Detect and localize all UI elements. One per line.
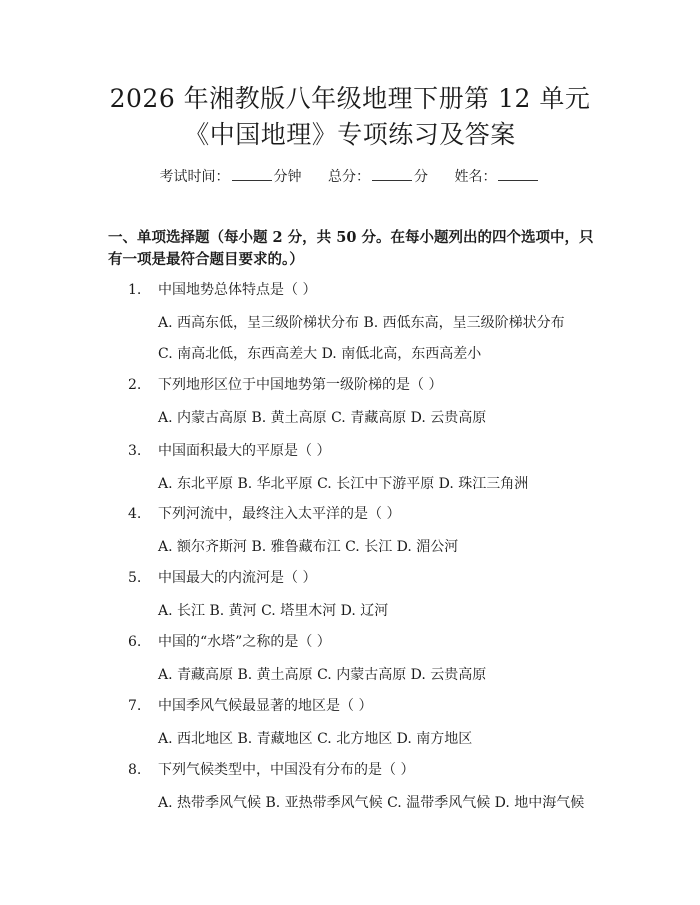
question-stem (128, 280, 316, 300)
question-options: A. 内蒙古高原 B. 黄土高原 C. 青藏高原 D. 云贵高原 (158, 410, 487, 426)
question-options: A. 东北平原 B. 华北平原 C. 长江中下游平原 D. 珠江三角洲 (158, 476, 529, 492)
question-stem (128, 504, 400, 524)
question-text: 中国最大的内流河是（ ） (158, 570, 317, 586)
question-options: C. 南高北低，东西高差大 D. 南低北高，东西高差小 (158, 346, 482, 362)
total-score-label: 总分： (328, 169, 370, 185)
exam-time-blank (232, 168, 272, 181)
question-text: 中国季风气候最显著的地区是（ ） (158, 698, 373, 714)
question-text: 中国面积最大的平原是（ ） (158, 443, 331, 459)
question-stem (128, 375, 442, 395)
question-text: 中国地势总体特点是（ ） (158, 282, 317, 298)
question-options: A. 西高东低，呈三级阶梯状分布 B. 西低东高，呈三级阶梯状分布 (158, 315, 565, 331)
section-heading: 一、单项选择题（每小题 2 分，共 50 分。在每小题列出的四个选项中，只有一项是最符合题目要求的。） (108, 229, 594, 268)
question-text: 中国的“水塔”之称的是（ ） (158, 634, 331, 650)
question-number: 6. (128, 634, 142, 650)
question-number: 3. (128, 443, 142, 459)
question-text: 下列地形区位于中国地势第一级阶梯的是（ ） (158, 377, 443, 393)
total-score-blank (372, 168, 412, 181)
student-name-field (454, 165, 540, 189)
question-stem (128, 441, 330, 461)
question-options: A. 西北地区 B. 青藏地区 C. 北方地区 D. 南方地区 (158, 731, 473, 747)
question-number: 7. (128, 698, 142, 714)
question-text: 下列气候类型中，中国没有分布的是（ ） (158, 762, 415, 778)
exam-time-unit: 分钟 (273, 169, 302, 185)
total-score-unit: 分 (414, 169, 428, 185)
question-stem (128, 696, 372, 716)
student-name-label: 姓名： (454, 169, 497, 185)
question-options: A. 热带季风气候 B. 亚热带季风气候 C. 温带季风气候 D. 地中海气候 (158, 795, 585, 811)
total-score-field (328, 165, 428, 189)
exam-info-row (0, 165, 700, 189)
question-stem (128, 632, 331, 652)
question-options: A. 额尔齐斯河 B. 雅鲁藏布江 C. 长江 D. 湄公河 (158, 539, 459, 555)
question-number: 8. (128, 762, 142, 778)
exam-time-field (160, 165, 302, 189)
question-options: A. 长江 B. 黄河 C. 塔里木河 D. 辽河 (158, 603, 389, 619)
document-title-line2: 《中国地理》专项练习及答案 (184, 120, 516, 149)
document-title-line1: 2026 年湘教版八年级地理下册第 12 单元 (109, 84, 591, 113)
question-number: 2. (128, 377, 142, 393)
question-stem (128, 760, 414, 780)
question-text: 下列河流中，最终注入太平洋的是（ ） (158, 506, 401, 522)
exam-time-label: 考试时间： (159, 169, 230, 185)
question-number: 5. (128, 570, 142, 586)
question-number: 1. (128, 282, 142, 298)
question-number: 4. (128, 506, 142, 522)
student-name-blank (498, 168, 538, 181)
question-options: A. 青藏高原 B. 黄土高原 C. 内蒙古高原 D. 云贵高原 (158, 667, 487, 683)
question-stem (128, 568, 316, 588)
